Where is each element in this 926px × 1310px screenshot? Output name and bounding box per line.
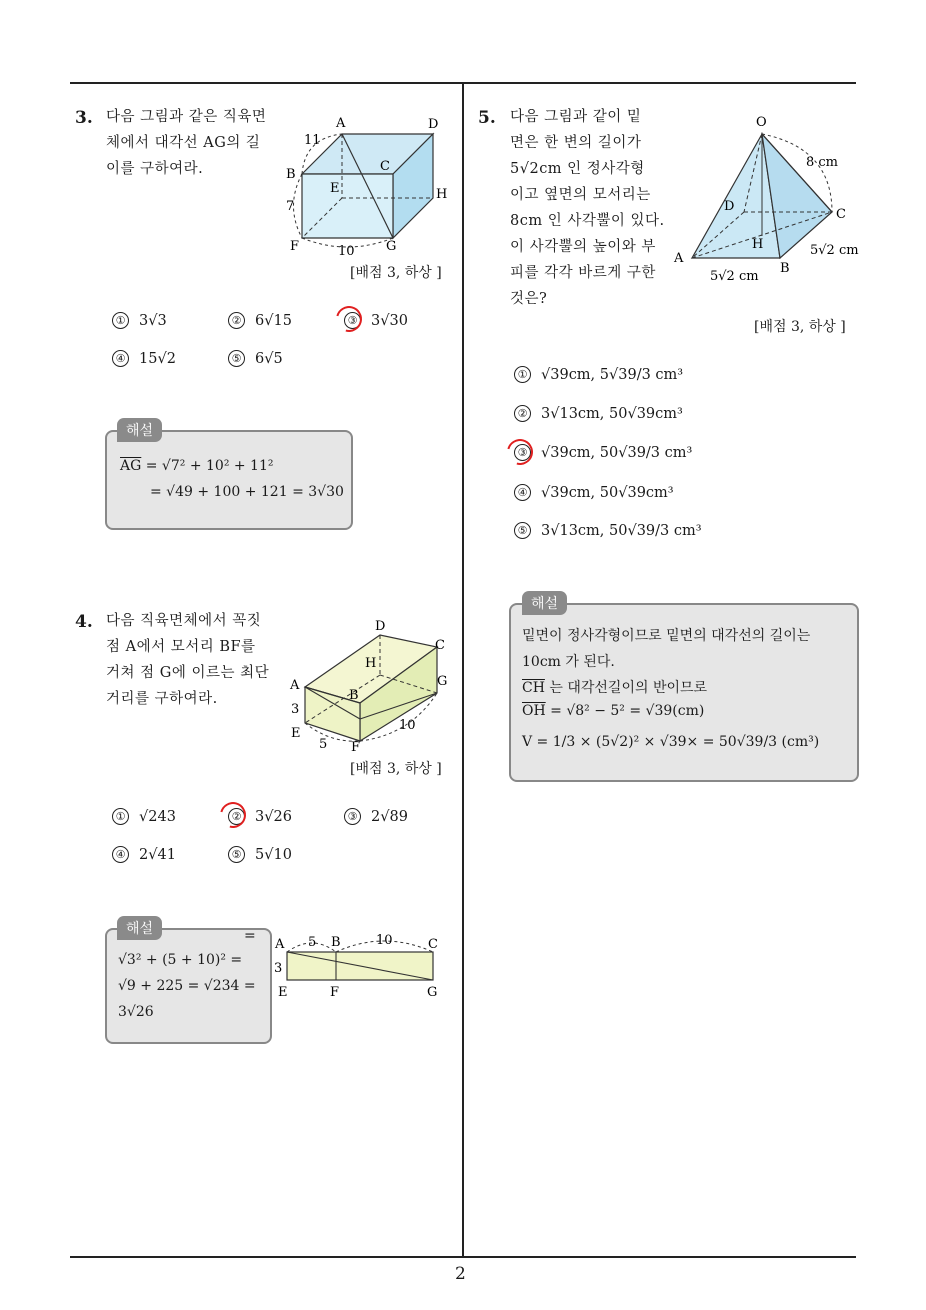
q4-choice-5[interactable]: ⑤ 5√10 (228, 846, 292, 863)
page-number: 2 (455, 1264, 466, 1284)
label-C: C (380, 159, 390, 174)
label-8cm: 8 cm (806, 155, 839, 170)
q4-score: [배점 3, 하상 ] (350, 761, 442, 777)
q5-sol-line3: $\overline{CH}$ 는 대각선길이의 반이므로 (522, 680, 708, 696)
q3-cuboid-figure (280, 108, 460, 258)
q4-text: 다음 직육면체에서 꼭짓 점 A에서 모서리 BF를 거쳐 점 G에 이르는 최단 거리를 구하여라. (106, 613, 270, 707)
q5-pyramid-figure (672, 108, 862, 288)
q5-choice-3[interactable]: ③ √39cm, 50√39/3 cm³ (514, 444, 692, 461)
q3-solution-tag: 해설 (117, 418, 162, 442)
label-F: F (351, 740, 361, 755)
label-G: G (437, 674, 448, 689)
bottom-rule (70, 1256, 856, 1258)
label-B: B (286, 167, 296, 182)
label-A: A (336, 116, 346, 131)
q4-sol-line1: = (244, 928, 256, 944)
label-3: 3 (291, 702, 300, 717)
q5-choice-4[interactable]: ④ √39cm, 50√39cm³ (514, 484, 674, 501)
q3-score: [배점 3, 하상 ] (350, 265, 442, 281)
q3-choice-3[interactable]: ③ 3√30 (344, 312, 408, 329)
q5-number: 5. (478, 108, 496, 128)
label-A: A (674, 251, 684, 266)
q5-sol-line2: 10cm 가 된다. (522, 654, 615, 670)
label-7: 7 (286, 199, 295, 214)
label-D: D (724, 199, 735, 214)
net-label-G: G (427, 985, 438, 1000)
q5-sol-line5: V = 1/3 × (5√2)² × √39× = 50√39/3 (cm³) (522, 734, 820, 750)
label-AB: 5√2 cm (710, 269, 759, 284)
q4-net-figure (272, 928, 448, 1000)
label-O: O (756, 115, 767, 130)
q4-choice-1[interactable]: ① √243 (112, 808, 176, 825)
label-D: D (375, 619, 386, 634)
label-10: 10 (399, 718, 416, 733)
q3-sol-line1: $\overline{AG} = √7^2 + 10^2 + 11^2$ (120, 458, 274, 474)
q4-sol-line2: √3² + (5 + 10)² = (118, 952, 243, 968)
q5-text: 다음 그림과 같이 밑 면은 한 변의 길이가 5√2cm 인 정사각형 이고 옆면의 모서리는 8cm 인 사각뿔이 있다. 이 사각뿔의 높이와 부 피를 각각 바르게 구한 것은? (510, 109, 665, 307)
net-label-B: B (331, 935, 341, 950)
net-label-C: C (428, 937, 438, 952)
q3-sol-line2: = √49 + 100 + 121 = 3√30 (150, 484, 344, 500)
q5-sol-line1: 밑면이 정사각형이므로 밑면의 대각선의 길이는 (522, 628, 811, 644)
label-11: 11 (304, 133, 321, 148)
q4-choice-3[interactable]: ③ 2√89 (344, 808, 408, 825)
label-H: H (365, 656, 377, 671)
label-A: A (290, 678, 300, 693)
label-H: H (436, 187, 448, 202)
q4-choice-2[interactable]: ② 3√26 (228, 808, 292, 825)
q3-number: 3. (75, 108, 93, 128)
label-E: E (330, 181, 340, 196)
column-divider (462, 82, 464, 1257)
q4-answer-mark (215, 797, 251, 833)
net-label-E: E (278, 985, 288, 1000)
q3-choice-1[interactable]: ① 3√3 (112, 312, 167, 329)
label-F: F (290, 239, 300, 254)
label-B: B (349, 688, 359, 703)
q3-text: 다음 그림과 같은 직육면 체에서 대각선 AG의 길 이를 구하여라. (106, 109, 267, 177)
q5-choice-2[interactable]: ② 3√13cm, 50√39cm³ (514, 405, 683, 422)
q5-choice-5[interactable]: ⑤ 3√13cm, 50√39/3 cm³ (514, 522, 702, 539)
q5-solution-tag: 해설 (522, 591, 567, 615)
net-label-F: F (330, 985, 340, 1000)
q4-cuboid-figure (285, 615, 455, 765)
label-C: C (435, 638, 445, 653)
q3-choice-4[interactable]: ④ 15√2 (112, 350, 176, 367)
q4-solution-tag: 해설 (117, 916, 162, 940)
label-D: D (428, 117, 439, 132)
net-label-10: 10 (376, 933, 393, 948)
label-B: B (780, 261, 790, 276)
q4-choice-4[interactable]: ④ 2√41 (112, 846, 176, 863)
label-BC: 5√2 cm (810, 243, 859, 258)
q5-answer-mark (502, 434, 538, 470)
q4-number: 4. (75, 612, 93, 632)
label-E: E (291, 726, 301, 741)
q5-choice-1[interactable]: ① √39cm, 5√39/3 cm³ (514, 366, 683, 383)
label-C: C (836, 207, 846, 222)
q3-answer-mark (331, 301, 367, 337)
net-label-A: A (275, 937, 285, 952)
q4-sol-line3: √9 + 225 = √234 = (118, 978, 256, 994)
q3-choice-5[interactable]: ⑤ 6√5 (228, 350, 283, 367)
net-label-3: 3 (274, 961, 283, 976)
label-5: 5 (319, 737, 328, 752)
q5-score: [배점 3, 하상 ] (754, 319, 846, 335)
q4-sol-line4: 3√26 (118, 1004, 154, 1020)
label-10: 10 (338, 244, 355, 258)
net-label-5: 5 (308, 935, 317, 950)
q3-solution-box (105, 430, 353, 530)
q3-choice-2[interactable]: ② 6√15 (228, 312, 292, 329)
label-G: G (386, 239, 397, 254)
label-H: H (752, 237, 764, 252)
q5-sol-line4: $\overline{OH} = √8^2 - 5^2 = √39(cm)$ (522, 703, 705, 719)
